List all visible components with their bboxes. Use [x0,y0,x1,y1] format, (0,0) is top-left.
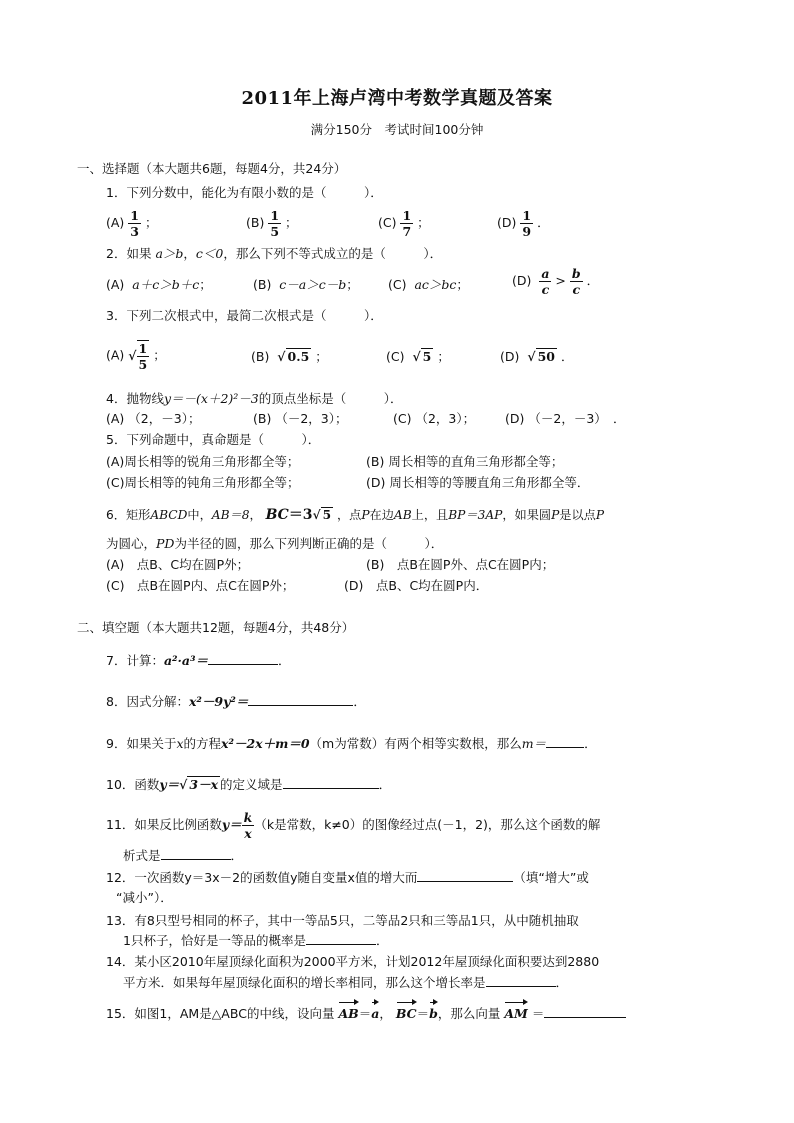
math: ABCD [150,508,188,522]
math-bc: BC [265,507,289,523]
q2-option-d [512,266,599,297]
q4-expression: y＝－(x＋2)²－3 [163,391,259,406]
q7 [106,652,290,670]
section1-heading: 一、选择题（本大题共6题，每题4分，共24分） [77,161,347,176]
text: ，如果圆 [502,508,552,522]
q4-option-d [505,409,626,429]
text: ，那么向量 [437,1006,501,1021]
text: （m为常数）有两个相等实数根，那么 [309,736,522,751]
text: 上，且 [411,508,449,522]
q4-option-a [106,409,200,429]
math: AB＝8 [211,508,250,522]
q6-line-1 [106,506,604,524]
radicand: 5 [422,349,432,364]
text: ． [584,736,597,751]
option-tail: ． [537,215,550,230]
q14-line-1: 14．某小区2010年屋顶绿化面积为2000平方米，计划2012年屋顶绿化面积要达到2880 [106,954,600,969]
sqrt-fraction: √ $\frac{1}{5}$ [128,341,148,372]
option-expression: a＋c＞b＋c [132,277,200,292]
q3-stem: 3．下列二次根式中，最简二次根式是（ ）． [106,308,383,323]
text: 11．如果反比例函数 [106,817,222,832]
numerator: k [243,810,253,825]
fraction [128,208,141,239]
equals: ＝ [358,1006,372,1021]
q2-stem-post: ，那么下列不等式成立的是（ ）． [223,246,443,261]
comma: ， [379,1006,392,1021]
fraction [400,208,413,239]
option-tail: ； [346,277,359,292]
q4-stem-post: 的顶点坐标是（ ）． [258,391,403,406]
option-label: (A) [106,411,125,426]
answer-blank[interactable] [283,776,379,789]
text: 平方米．如果每年屋顶绿化面积的增长率相同，那么这个增长率是 [123,975,486,990]
q2-stem [106,245,442,263]
q5-option-d [366,473,589,493]
radicand: 3－x [189,777,219,792]
denominator: 7 [402,224,412,239]
q15 [106,1005,626,1023]
q4-stem [106,390,403,408]
q9 [106,735,597,753]
q1-option-c [378,208,430,239]
q14-line-2 [123,974,568,992]
answer-blank[interactable] [248,693,353,706]
option-label: (D) [512,273,532,288]
math: x²－2x＋m＝0 [221,736,310,751]
sqrt: √ 50 [527,349,555,364]
denominator: c [572,282,581,297]
option-tail: ． [560,349,574,364]
section2-heading: 二、填空题（本大题共12题，每题4分，共48分） [77,620,355,635]
q3-option-b [251,347,328,367]
answer-blank[interactable] [486,974,556,987]
equals: ＝ [416,1006,430,1021]
sqrt: √ 5 [412,349,432,364]
sqrt: √ 0.5 [277,349,310,364]
denominator: c [541,282,550,297]
text: （k是常数，k≠0）的图像经过点(－1，2)，那么这个函数的解 [254,817,601,832]
q4-option-c [393,409,475,429]
option-label: (A) [106,347,125,363]
q8 [106,693,366,711]
numerator: 1 [130,208,139,223]
option-text: （2，3）； [415,411,476,426]
text: ． [378,777,392,792]
q5-option-c [106,473,300,493]
option-label: (A) [106,277,125,292]
numerator: 1 [270,208,280,223]
q1-option-d [497,208,550,239]
text: 7．计算： [106,653,164,668]
option-label: (C) [378,215,397,230]
q2-condition-1: a＞b [155,246,184,261]
q2-comma: ， [183,246,196,261]
text: ，点 [336,508,362,522]
answer-blank[interactable] [544,1005,626,1018]
option-label: (D) [500,349,520,364]
q1-option-b [246,208,298,239]
text: 中， [187,508,212,522]
text: 在边 [369,508,394,522]
option-label: (C) [106,475,125,490]
denominator: 5 [270,224,280,239]
fraction-k-over-x [242,810,255,841]
q2-option-a [106,275,212,295]
text: 15．如图1，AM是△ABC的中线，设向量 [106,1006,335,1021]
math: PD [156,536,175,551]
option-tail: ； [153,347,166,363]
option-label: (B) [251,349,270,364]
denominator: 5 [138,357,148,372]
math: m＝ [521,736,547,751]
option-label: (B) [253,277,272,292]
option-tail: ； [437,349,450,364]
q2-option-b [253,275,359,295]
math: x²－9y²＝ [188,694,249,709]
q2-condition-2: c＜0 [195,246,224,261]
numerator: 1 [402,208,412,223]
vector-a: a [371,1006,380,1021]
q6-line-2 [106,535,443,553]
fraction [268,208,281,239]
q5-option-a [106,452,299,472]
vector-am: AM [504,1006,528,1021]
q6-option-b: (B) 点B在圆P外、点C在圆P内； [366,557,555,572]
math: a²·a³＝ [163,653,208,668]
text: 为半径的圆，那么下列判断正确的是（ ）． [174,536,444,551]
fraction [520,208,533,239]
option-label: (C) [386,349,405,364]
text: 析式是 [123,848,161,863]
q6-option-c: (C) 点B在圆P内、点C在圆P外； [106,578,295,593]
answer-blank[interactable] [306,932,376,945]
denominator: x [244,826,252,841]
sqrt: √ 5 [312,508,332,522]
denominator: 9 [522,224,532,239]
radicand: 50 [537,349,555,364]
option-text: （2，－3）； [128,411,201,426]
text: 是以点 [559,508,596,522]
q13-line-2 [123,932,388,950]
answer-blank[interactable] [417,869,513,882]
option-text: （－2，－3） ． [528,411,626,426]
fraction [137,340,150,372]
q2-option-c [388,275,469,295]
answer-blank[interactable] [546,735,584,748]
q13-line-1: 13．有8只型号相同的杯子，其中一等品5只，二等品2只和三等品1只，从中随机抽取 [106,913,579,928]
option-tail: ； [315,349,328,364]
radicand: 5 [322,508,332,522]
text: 1只杯子，恰好是一等品的概率是 [123,933,306,948]
text: （填“增大”或 [513,870,589,885]
option-label: (B) [366,454,385,469]
option-tail: ； [417,215,430,230]
radicand: 0.5 [287,349,310,364]
math: x [176,736,184,751]
option-text: （－2，3）； [275,411,348,426]
option-tail: ； [199,277,212,292]
text: 为圆心， [106,536,157,551]
text: 10．函数 [106,777,160,792]
option-expression: c－a＞c－b [279,277,347,292]
option-label: (D) [505,411,525,426]
option-text: 周长相等的锐角三角形都全等； [124,454,300,469]
q3-option-d [500,347,573,367]
greater-than: > [551,273,570,288]
page-subtitle: 满分150分 考试时间100分钟 [310,122,484,137]
vector-bc: BC [395,1006,417,1021]
option-label: (A) [106,454,125,469]
option-tail: ； [285,215,298,230]
option-tail: ； [456,277,469,292]
q11-line-1 [106,808,600,842]
text: ． [555,975,569,990]
q3-option-c [386,347,450,367]
q3-option-a [106,340,166,372]
math: y＝ [221,817,242,832]
page-title: 2011年上海卢湾中考数学真题及答案 [241,88,553,109]
option-tail: ． [586,273,600,288]
fraction-a-over-c [539,266,551,297]
q1-stem: 1．下列分数中，能化为有限小数的是（ ）． [106,185,383,200]
math: P [595,508,605,522]
math: AB [393,508,412,522]
q1-option-a [106,208,158,239]
text: 6．矩形 [106,508,151,522]
text: 8．因式分解： [106,694,189,709]
text: ． [353,694,366,709]
option-label: (C) [393,411,412,426]
q5-option-b [366,452,563,472]
option-label: (B) [246,215,265,230]
sqrt: √ 3－x [179,777,219,792]
answer-blank[interactable] [208,652,278,665]
q5-stem: 5．下列命题中，真命题是（ ）． [106,432,321,447]
equals: ＝ [531,1006,545,1021]
numerator: 1 [138,341,148,356]
math: P [361,508,370,522]
text: ， [249,508,262,522]
option-expression: ac＞bc [414,277,457,292]
text: 的定义域是 [220,777,283,792]
fraction-b-over-c [570,266,583,297]
numerator: 1 [522,208,532,223]
answer-blank[interactable] [161,847,231,860]
text: 9．如果关于 [106,736,177,751]
option-label: (A) [106,215,125,230]
text: ． [375,933,389,948]
vector-ab: AB [338,1006,359,1021]
q11-line-2 [123,847,243,865]
option-tail: ； [144,215,158,230]
denominator: 3 [130,224,139,239]
option-label: (C) [388,277,407,292]
option-text: 周长相等的钝角三角形都全等； [124,475,300,490]
q12-line-1 [106,869,589,887]
option-label: (B) [253,411,272,426]
q12-line-2: “减小”）． [116,890,173,905]
numerator: b [571,266,581,281]
math: y＝ [159,777,180,792]
text: 的方程 [183,736,222,751]
q10 [106,776,391,794]
q6-option-d: (D) 点B、C均在圆P内． [344,578,489,593]
text: ． [277,653,291,668]
option-text: 周长相等的等腰直角三角形都全等． [389,475,590,490]
vector-b: b [429,1006,438,1021]
q6-option-a: (A) 点B、C均在圆P外； [106,557,250,572]
numerator: a [541,266,550,281]
math: BP＝3AP [448,508,503,522]
option-label: (D) [366,475,386,490]
q2-stem-pre: 2．如果 [106,246,156,261]
q4-stem-pre: 4．抛物线 [106,391,164,406]
math: P [551,508,560,522]
q4-option-b [253,409,347,429]
math-eq: ＝3 [288,507,313,523]
text: ． [230,848,244,863]
option-text: 周长相等的直角三角形都全等； [388,454,564,469]
text: 12．一次函数y＝3x－2的函数值y随自变量x值的增大而 [106,870,418,885]
option-label: (D) [497,215,517,230]
